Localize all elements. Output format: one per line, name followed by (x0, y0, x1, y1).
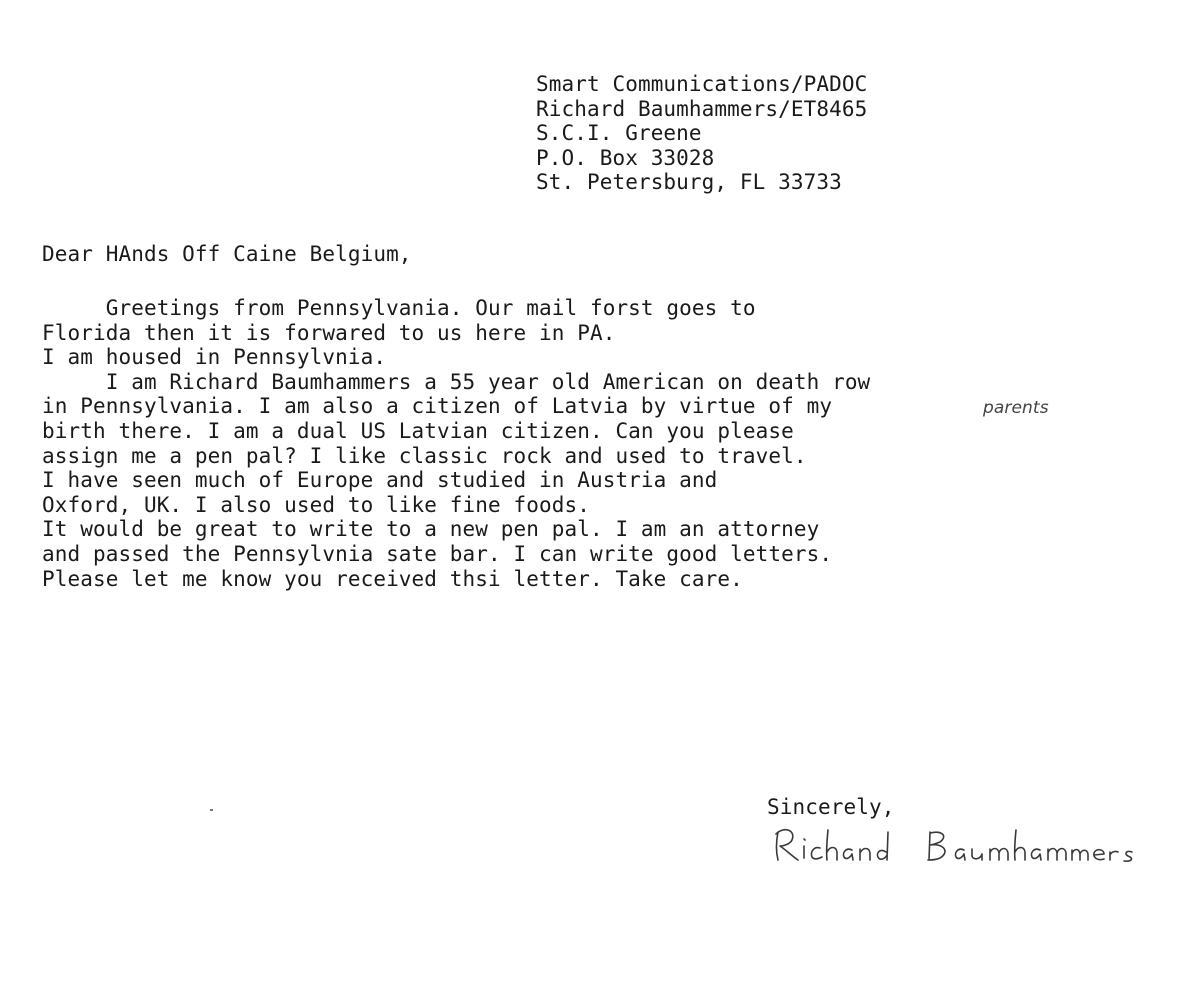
handwritten-insert: parents (983, 398, 1049, 418)
address-line: P.O. Box 33028 (536, 145, 715, 170)
address-line: Smart Communications/PADOC (536, 72, 868, 96)
stray-mark (210, 809, 213, 811)
address-line: Richard Baumhammers/ET8465 (536, 96, 868, 121)
body-line: Oxford, UK. I also used to like fine foods. (42, 492, 590, 517)
address-line: S.C.I. Greene (536, 121, 702, 145)
body-line: in Pennsylvania. I am also a citizen of Latvia by virtue of my (42, 394, 833, 419)
body-line: Florida then it is forwared to us here in PA. (42, 320, 616, 345)
salutation: Dear HAnds Off Caine Belgium, (42, 242, 412, 266)
closing: Sincerely, (767, 795, 895, 819)
body-line: I have seen much of Europe and studied in Austria and (42, 468, 718, 493)
body-line: Greetings from Pennsylvania. Our mail forst goes to (42, 296, 756, 320)
return-address (536, 72, 867, 195)
body-line: Please let me know you received thsi letter. Take care. (42, 566, 743, 591)
body-line: birth there. I am a dual US Latvian citizen. Can you please (42, 418, 794, 443)
address-line: St. Petersburg, FL 33733 (536, 170, 842, 194)
body-line: It would be great to write to a new pen pal. I am an attorney (42, 517, 820, 542)
handwritten-signature (770, 822, 1150, 870)
body-line: and passed the Pennsylvnia sate bar. I can write good letters. (42, 541, 833, 566)
body-line: I am housed in Pennsylvnia. (42, 345, 387, 370)
letter-body (42, 296, 870, 591)
body-line: I am Richard Baumhammers a 55 year old American on death row (42, 369, 871, 394)
body-line: assign me a pen pal? I like classic rock and used to travel. (42, 443, 807, 468)
